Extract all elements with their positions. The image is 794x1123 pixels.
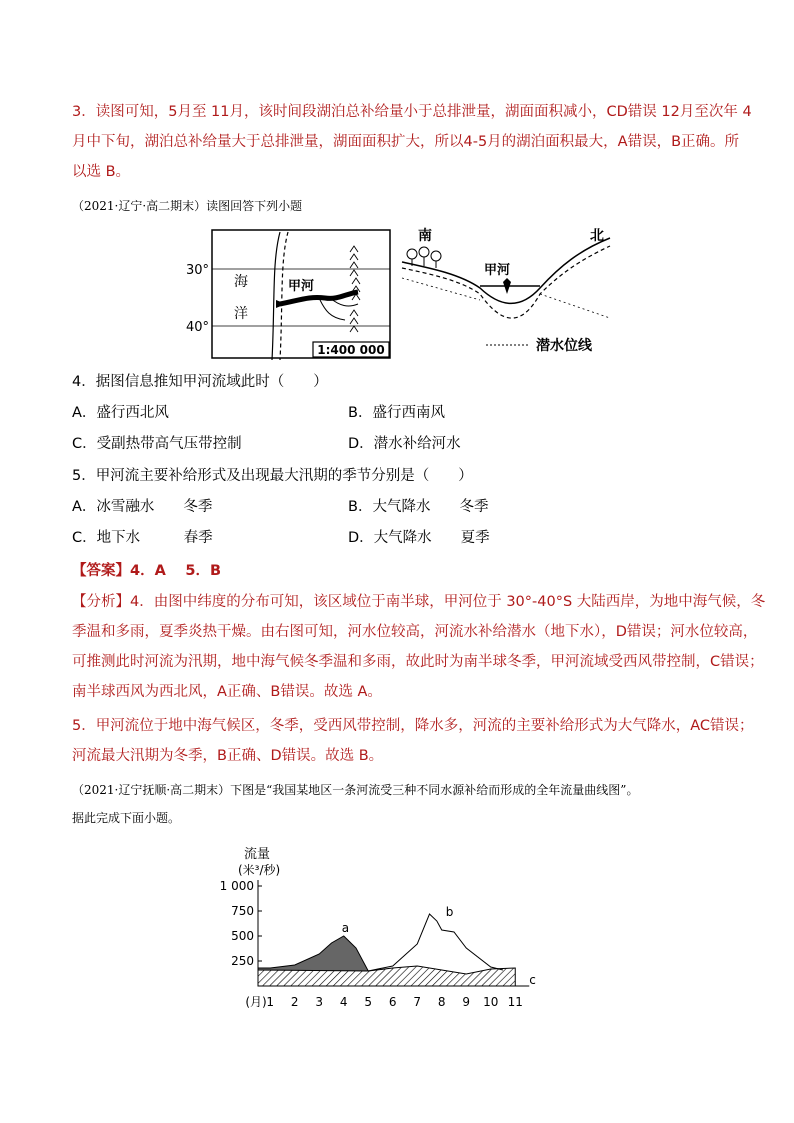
x-tick-label: 9 xyxy=(462,995,471,1009)
river-label: 甲河 xyxy=(484,263,511,278)
q5-option-c[interactable]: C．地下水 春季 xyxy=(72,530,213,546)
analysis-line: 河流最大汛期为冬季，B正确、D错误。故选 B。 xyxy=(72,748,384,764)
lat-label-40: 40° xyxy=(186,320,210,335)
q5-option-a[interactable]: A．冰雪融水 冬季 xyxy=(72,499,213,515)
series-a-area xyxy=(258,936,368,971)
series-b-line xyxy=(368,914,503,971)
q3-analysis-line: 3．读图可知，5月至 11月，该时间段湖泊总补给量小于总排泄量，湖面面积减小，CD错误 12月至次年 4 xyxy=(72,104,752,120)
ocean-label: 洋 xyxy=(234,306,248,322)
x-tick-label: 11 xyxy=(507,995,523,1009)
river-label: 甲河 xyxy=(288,279,315,294)
series-a-label: a xyxy=(341,921,350,935)
q4-option-a[interactable]: A．盛行西北风 xyxy=(72,405,169,421)
direction-south: 南 xyxy=(418,228,432,244)
y-axis-unit: (米³/秒) xyxy=(238,863,281,877)
river-tributary xyxy=(320,298,358,320)
series-c-label: c xyxy=(529,973,536,987)
analysis-line: 【分析】4．由图中纬度的分布可知，该区域位于南半球，甲河位于 30°-40°S 大陆西岸，为地中海气候，冬 xyxy=(72,594,766,610)
y-tick-label: 1 000 xyxy=(219,879,254,893)
x-tick-label: 6 xyxy=(388,995,397,1009)
coast-dashed xyxy=(280,232,288,360)
flow-chart xyxy=(210,840,570,1020)
mountain-icons xyxy=(350,246,360,332)
lat-label-30: 30° xyxy=(186,263,210,278)
x-tick-label: 10 xyxy=(483,995,499,1009)
x-tick-label: 8 xyxy=(437,995,446,1009)
analysis-line: 5．甲河流位于地中海气候区，冬季，受西风带控制，降水多，河流的主要补给形式为大气降水，AC错误； xyxy=(72,718,754,734)
ocean-label: 海 xyxy=(234,274,248,290)
direction-north: 北 xyxy=(590,228,604,244)
figure-map-and-profile xyxy=(180,222,620,362)
question-4-stem: 4．据图信息推知甲河流域此时（ ） xyxy=(72,374,328,390)
y-tick-label: 750 xyxy=(231,904,254,918)
x-tick-label: 7 xyxy=(413,995,422,1009)
question-source: 据此完成下面小题。 xyxy=(72,811,181,825)
x-tick-label: 2 xyxy=(290,995,299,1009)
answer-line: 【答案】4．A 5．B xyxy=(72,563,221,579)
y-tick-label: 500 xyxy=(231,929,254,943)
question-source: （2021·辽宁抚顺·高二期末）下图是“我国某地区一条河流受三种不同水源补给而形成的全年流量曲线图”。 xyxy=(72,783,639,797)
map-frame xyxy=(212,230,390,358)
series-b-label: b xyxy=(445,905,454,919)
analysis-line: 南半球西风为西北风，A正确、B错误。故选 A。 xyxy=(72,684,382,700)
q3-analysis-line: 以选 B。 xyxy=(72,164,131,180)
y-axis-label: 流量 xyxy=(244,847,271,862)
analysis-line: 季温和多雨，夏季炎热干燥。由右图可知，河水位较高，河流水补给潜水（地下水），D错误；河水位较高， xyxy=(72,624,758,640)
x-axis-label: (月) xyxy=(245,995,267,1009)
coastline xyxy=(272,232,280,360)
question-5-stem: 5．甲河流主要补给形式及出现最大汛期的季节分别是（ ） xyxy=(72,468,473,484)
q5-option-d[interactable]: D．大气降水 夏季 xyxy=(348,530,490,546)
q4-option-c[interactable]: C．受副热带高气压带控制 xyxy=(72,436,242,452)
x-tick-label: 1 xyxy=(266,995,275,1009)
x-tick-label: 4 xyxy=(339,995,348,1009)
q4-option-d[interactable]: D．潜水补给河水 xyxy=(348,436,461,452)
analysis-line: 可推测此时河流为汛期，地中海气候冬季温和多雨，故此时为南半球冬季，甲河流域受西风带控制，C错误； xyxy=(72,654,764,670)
y-tick-label: 250 xyxy=(231,954,254,968)
q4-option-b[interactable]: B．盛行西南风 xyxy=(348,405,445,421)
x-tick-label: 5 xyxy=(364,995,373,1009)
scale-label: 1:400 000 xyxy=(317,343,385,357)
x-tick-label: 3 xyxy=(315,995,324,1009)
question-source: （2021·辽宁·高二期末）读图回答下列小题 xyxy=(72,199,303,213)
q3-analysis-line: 月中下旬，湖泊总补给量大于总排泄量，湖面面积扩大，所以4-5月的湖泊面积最大，A错误，B正确。所 xyxy=(72,134,740,150)
q5-option-b[interactable]: B．大气降水 冬季 xyxy=(348,499,489,515)
legend-label: 潜水位线 xyxy=(536,338,592,354)
